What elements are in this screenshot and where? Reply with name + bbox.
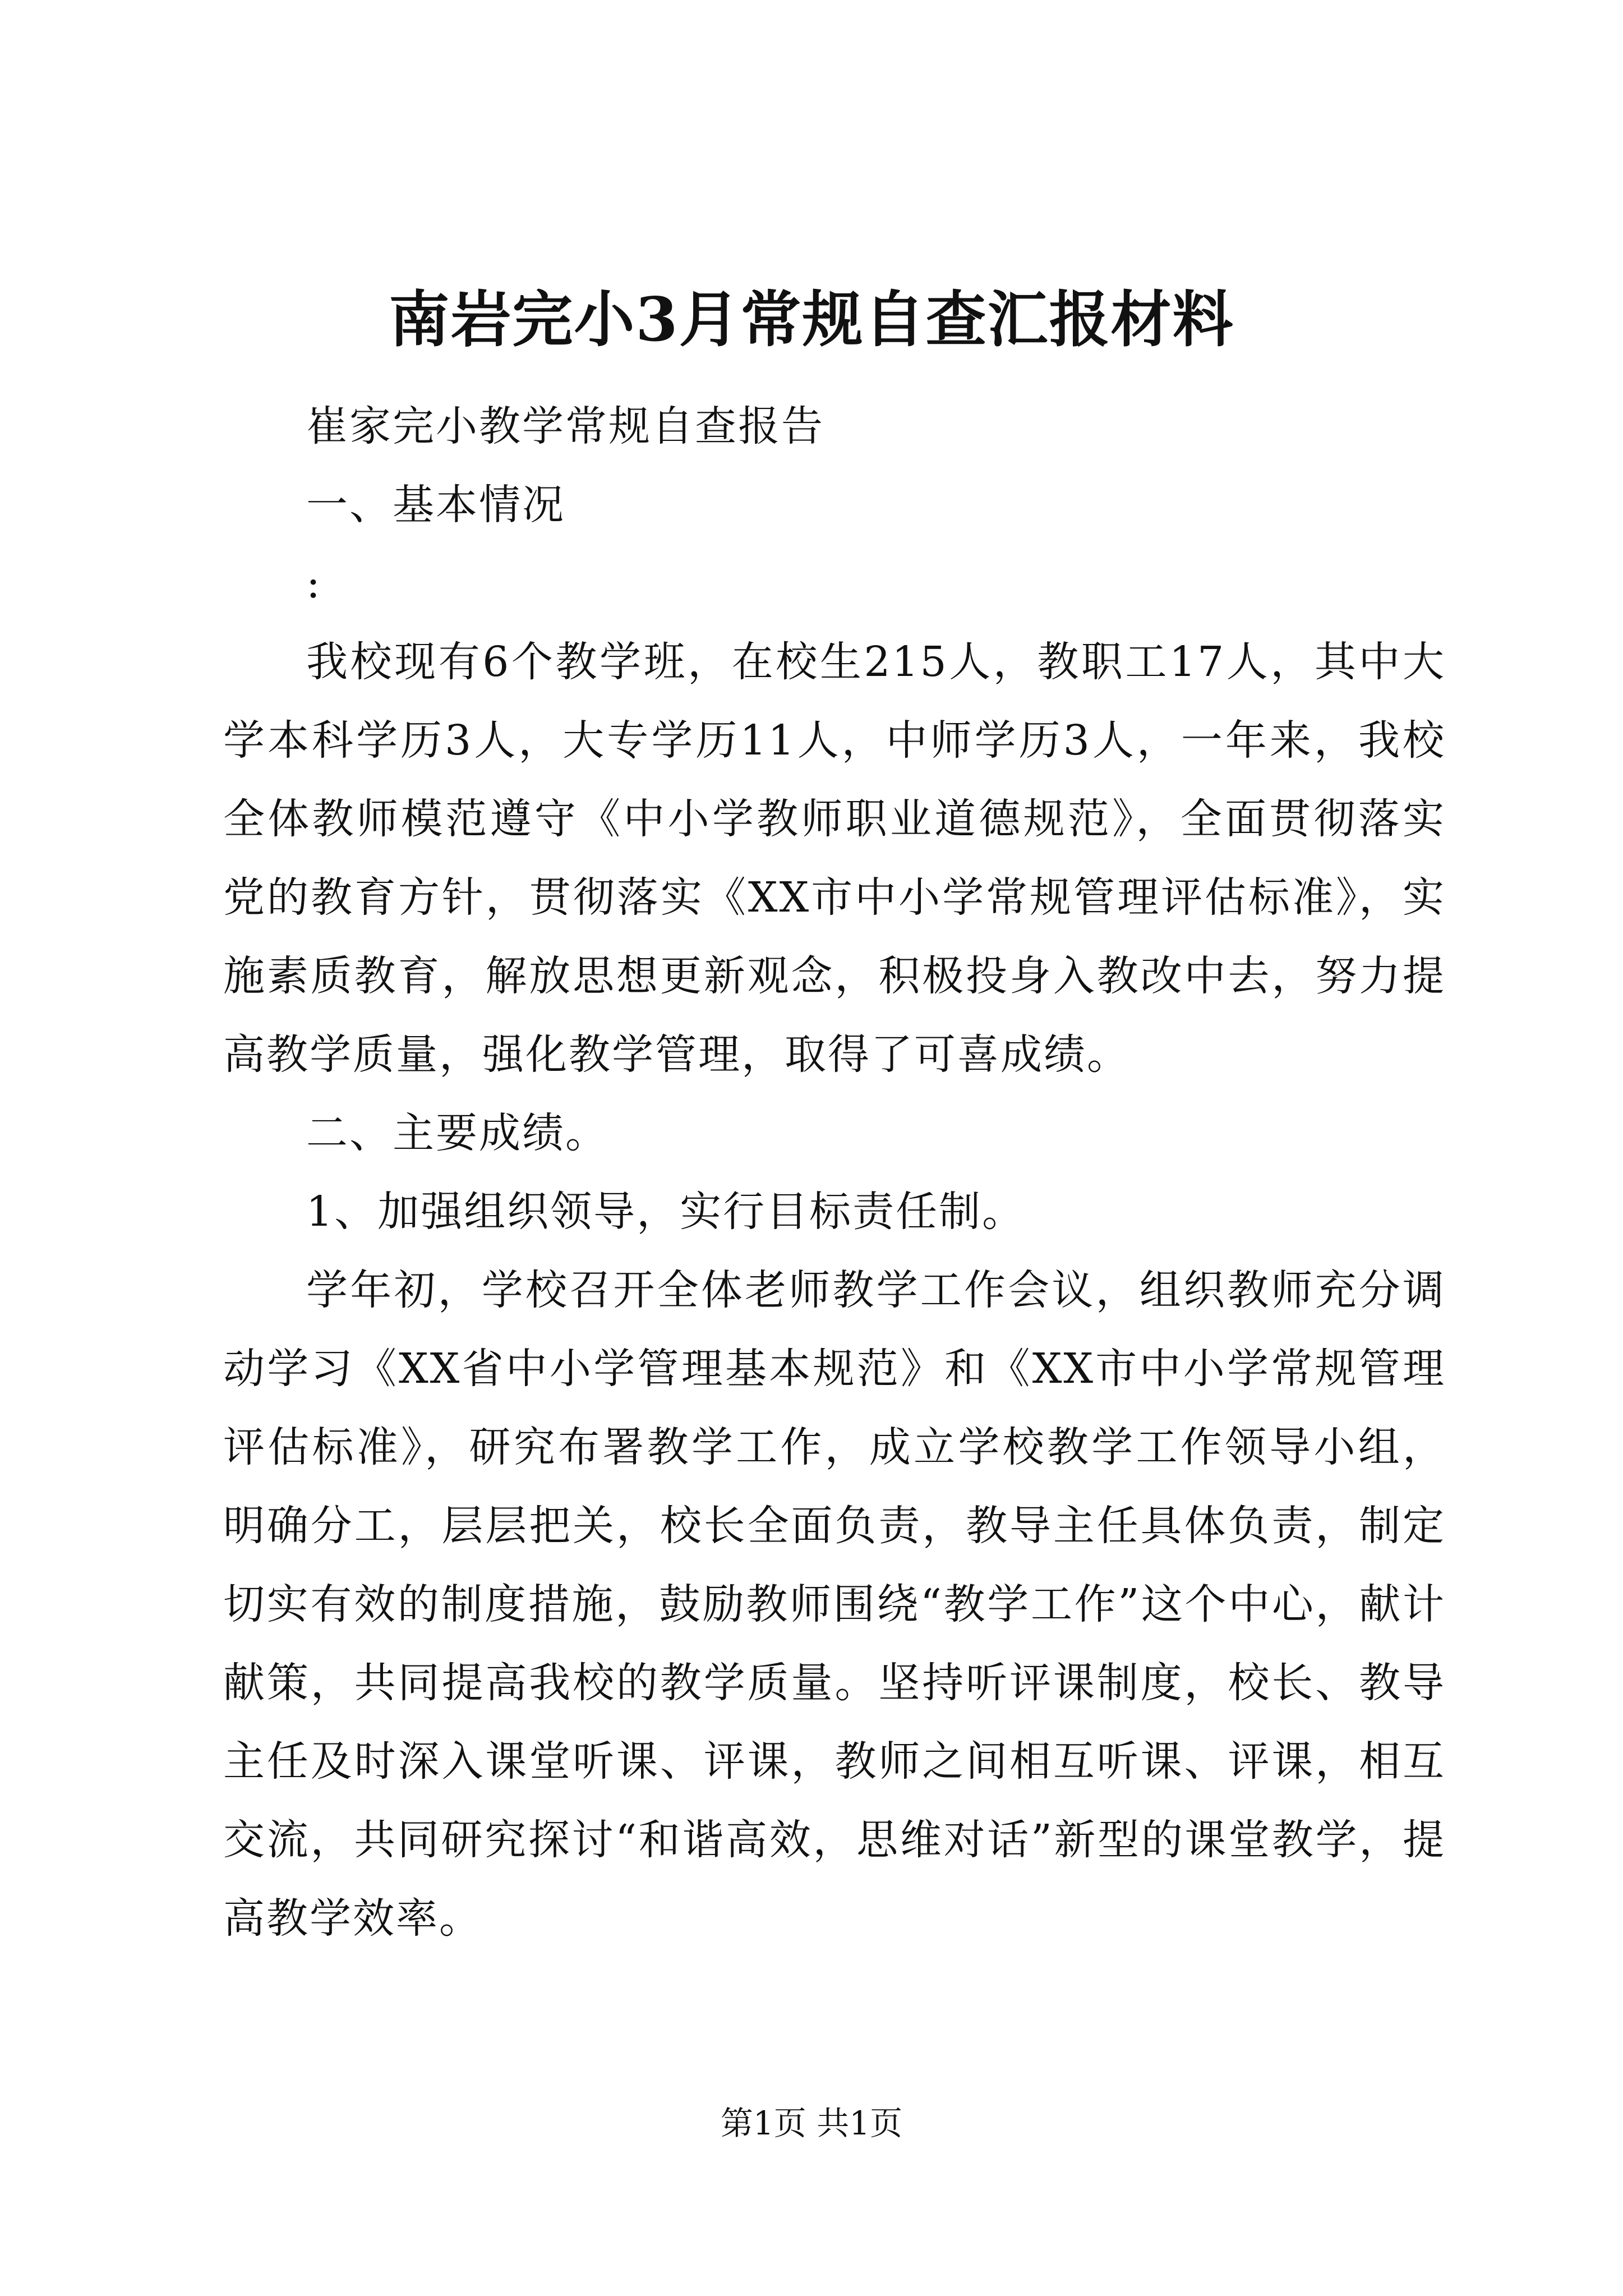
section-heading-main-achievements: 二、主要成绩。 — [306, 1109, 608, 1157]
colon-line: : — [306, 559, 322, 608]
paragraph-teaching-work: 学年初，学校召开全体老师教学工作会议，组织教师充分调动学习《XX省中小学管理基本规范》和《XX市中小学常规管理评估标准》，研究布署教学工作，成立学校教学工作领导小组，明确分工，层层把关，校长全面负责，教导主任具体负责，制定切实有效的制度措施，鼓励教师围绕“教学工作”这个中心，献计献策，共同提高我校的教学质量。坚持听评课制度，校长、教导主任及时深入课堂听课、评课，教师之间相互听课、评课，相互交流，共同研究探讨“和谐高效，思维对话”新型的课堂教学，提高教学效率。 — [223, 1266, 1446, 1943]
document-title: 南岩完小3月常规自查汇报材料 — [389, 284, 1234, 355]
subheading-organization-leadership: 1、加强组织领导，实行目标责任制。 — [306, 1188, 1026, 1236]
section-heading-basic-situation: 一、基本情况 — [306, 481, 565, 529]
page-footer: 第1页 共1页 — [720, 2104, 903, 2142]
document-body — [223, 387, 1446, 1958]
paragraph-school-overview: 我校现有6个教学班，在校生215人，教职工17人，其中大学本科学历3人，大专学历11人，中师学历3人，一年来，我校全体教师模范遵守《中小学教师职业道德规范》，全面贯彻落实党的教育方针，贯彻落实《XX市中小学常规管理评估标准》，实施素质教育，解放思想更新观念，积极投身入教改中去，努力提高教学质量，强化教学管理，取得了可喜成绩。 — [223, 638, 1446, 1079]
report-subtitle: 崔家完小教学常规自查报告 — [306, 402, 824, 450]
